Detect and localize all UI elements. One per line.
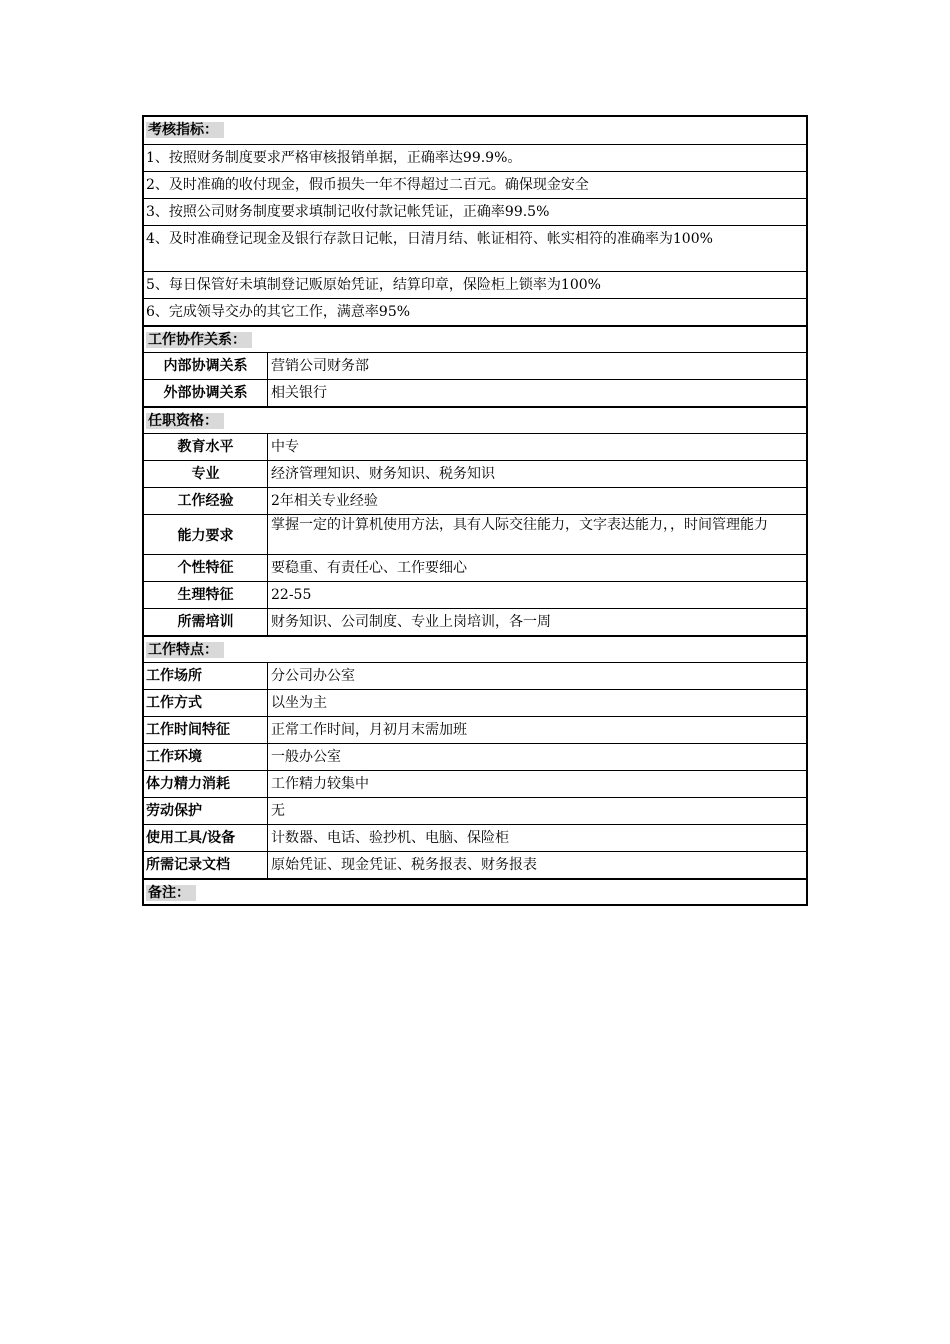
row-value: 分公司办公室 (271, 668, 355, 684)
qualification-row (144, 514, 806, 554)
row-label: 个性特征 (144, 555, 268, 581)
qualification-row (144, 487, 806, 514)
row-value: 经济管理知识、财务知识、税务知识 (271, 466, 495, 482)
row-value: 财务知识、公司制度、专业上岗培训，各一周 (271, 614, 551, 630)
row-label: 内部协调关系 (144, 353, 268, 379)
qualification-row (144, 581, 806, 608)
row-value: 原始凭证、现金凭证、税务报表、财务报表 (271, 857, 537, 873)
row-value: 相关银行 (271, 385, 327, 401)
row-label: 工作方式 (144, 690, 268, 716)
assessment-item: 5、每日保管好未填制登记贩原始凭证，结算印章，保险柜上锁率为100% (144, 271, 806, 298)
section-title: 任职资格： (146, 413, 224, 429)
row-label: 所需培训 (144, 609, 268, 635)
row-label: 教育水平 (144, 434, 268, 460)
features-row (144, 770, 806, 797)
section-header-remarks (144, 878, 806, 904)
features-row (144, 851, 806, 878)
features-row (144, 662, 806, 689)
row-label: 专业 (144, 461, 268, 487)
row-label: 所需记录文档 (144, 852, 268, 878)
section-title: 工作特点： (146, 642, 224, 658)
row-label: 体力精力消耗 (144, 771, 268, 797)
row-label: 外部协调关系 (144, 380, 268, 406)
row-value: 22-55 (271, 587, 312, 603)
row-label: 工作经验 (144, 488, 268, 514)
assessment-item: 2、及时准确的收付现金，假币损失一年不得超过二百元。确保现金安全 (144, 171, 806, 198)
features-row (144, 797, 806, 824)
row-value: 营销公司财务部 (271, 358, 369, 374)
cooperation-row (144, 352, 806, 379)
row-value: 一般办公室 (271, 749, 341, 765)
row-label: 生理特征 (144, 582, 268, 608)
qualification-row (144, 608, 806, 635)
section-header-qualification (144, 406, 806, 433)
assessment-item: 4、及时准确登记现金及银行存款日记帐，日清月结、帐证相符、帐实相符的准确率为100% (144, 225, 806, 271)
row-value: 正常工作时间，月初月末需加班 (271, 722, 467, 738)
features-row (144, 743, 806, 770)
section-title: 考核指标： (146, 122, 224, 138)
row-label: 劳动保护 (144, 798, 268, 824)
row-value: 工作精力较集中 (271, 776, 369, 792)
row-value: 掌握一定的计算机使用方法，具有人际交往能力，文字表达能力，，时间管理能力 (271, 517, 768, 533)
features-row (144, 824, 806, 851)
job-description-table (142, 115, 808, 906)
row-value: 计数器、电话、验抄机、电脑、保险柜 (271, 830, 509, 846)
assessment-item: 6、完成领导交办的其它工作，满意率95% (144, 298, 806, 325)
qualification-row (144, 460, 806, 487)
row-value: 以坐为主 (271, 695, 327, 711)
features-row (144, 689, 806, 716)
assessment-item: 3、按照公司财务制度要求填制记收付款记帐凭证，正确率99.5% (144, 198, 806, 225)
features-row (144, 716, 806, 743)
row-value: 要稳重、有责任心、工作要细心 (271, 560, 467, 576)
qualification-row (144, 554, 806, 581)
row-label: 工作环境 (144, 744, 268, 770)
row-value: 2年相关专业经验 (271, 493, 378, 509)
row-label: 工作时间特征 (144, 717, 268, 743)
row-label: 工作场所 (144, 663, 268, 689)
row-label: 使用工具/设备 (144, 825, 268, 851)
section-header-cooperation (144, 325, 806, 352)
row-value: 无 (271, 803, 285, 819)
section-title: 备注： (146, 885, 196, 901)
section-header-assessment (144, 117, 806, 144)
section-header-features (144, 635, 806, 662)
cooperation-row (144, 379, 806, 406)
assessment-item: 1、按照财务制度要求严格审核报销单据，正确率达99.9%。 (144, 144, 806, 171)
row-value: 中专 (271, 439, 299, 455)
qualification-row (144, 433, 806, 460)
section-title: 工作协作关系： (146, 332, 252, 348)
row-label: 能力要求 (144, 515, 268, 554)
